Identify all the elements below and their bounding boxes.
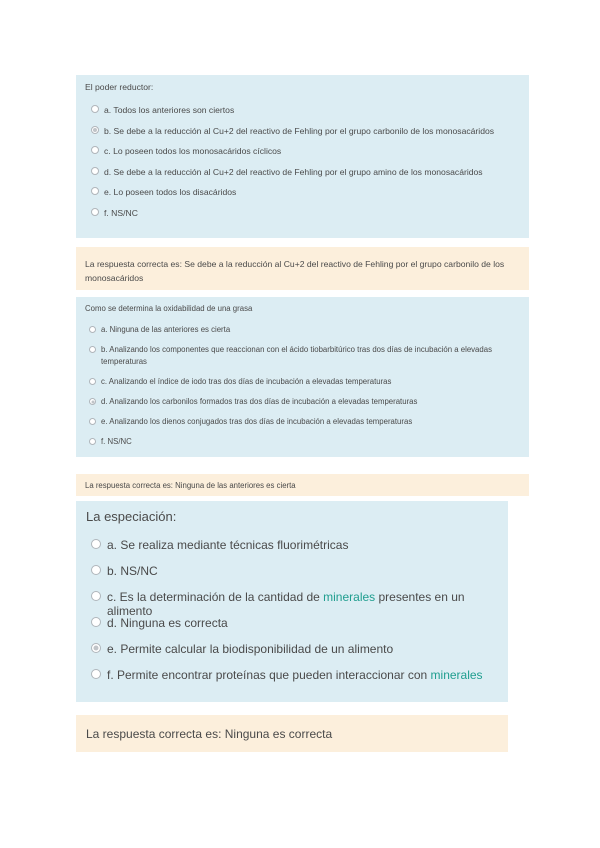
q2-option-f[interactable] xyxy=(85,436,529,448)
radio-button[interactable] xyxy=(91,565,101,575)
option-label: d. Se debe a la reducción al Cu+2 del reactivo de Fehling por el grupo amino de los monosacáridos xyxy=(104,166,483,177)
radio-button[interactable] xyxy=(89,438,96,445)
option-text: f. Permite encontrar proteínas que pueden interaccionar con xyxy=(107,668,431,682)
option-label: c. Lo poseen todos los monosacáridos cíclicos xyxy=(104,146,282,156)
q2-option-a[interactable] xyxy=(85,324,529,336)
option-label: b. NS/NC xyxy=(107,564,158,578)
question-2-feedback xyxy=(76,474,529,496)
radio-button[interactable] xyxy=(91,208,99,216)
option-label: f. NS/NC xyxy=(101,437,132,446)
option-label: e. Lo poseen todos los disacáridos xyxy=(104,187,237,197)
option-label: a. Se realiza mediante técnicas fluorimétricas xyxy=(107,538,349,552)
q3-option-f[interactable] xyxy=(86,668,508,694)
radio-button[interactable] xyxy=(89,326,96,333)
option-text: c. Es la determinación de la cantidad de xyxy=(107,590,324,604)
question-1-panel xyxy=(76,75,529,238)
option-label: e. Permite calcular la biodisponibilidad de un alimento xyxy=(107,642,394,656)
option-label: d. Ninguna es correcta xyxy=(107,616,228,630)
q1-option-a[interactable] xyxy=(85,105,529,126)
feedback-text: La respuesta correcta es: Ninguna de las anteriores es cierta xyxy=(85,481,296,490)
q3-option-d[interactable] xyxy=(86,616,508,642)
radio-button-selected[interactable] xyxy=(91,126,99,134)
radio-button[interactable] xyxy=(91,669,101,679)
radio-button[interactable] xyxy=(89,346,96,353)
q3-option-a[interactable] xyxy=(86,538,508,564)
option-label: b. Se debe a la reducción al Cu+2 del reactivo de Fehling por el grupo carbonilo de los monosacáridos xyxy=(104,125,495,136)
question-2-panel xyxy=(76,297,529,457)
radio-button[interactable] xyxy=(91,591,101,601)
radio-button[interactable] xyxy=(91,539,101,549)
option-label: c. Analizando el índice de iodo tras dos días de incubación a elevadas temperaturas xyxy=(101,377,392,386)
q3-option-c[interactable] xyxy=(86,590,508,616)
q2-option-c[interactable] xyxy=(85,376,529,388)
q1-option-d[interactable] xyxy=(85,167,529,188)
option-label: f. NS/NC xyxy=(104,207,138,218)
q1-option-f[interactable] xyxy=(85,208,529,229)
radio-button[interactable] xyxy=(89,378,96,385)
feedback-text: La respuesta correcta es: Se debe a la reducción al Cu+2 del reactivo de Fehling por el grupo carbonilo de los monosacáridos xyxy=(85,259,505,283)
feedback-text: La respuesta correcta es: Ninguna es correcta xyxy=(86,727,333,741)
option-label: a. Ninguna de las anteriores es cierta xyxy=(101,325,231,334)
question-2-text: Como se determina la oxidabilidad de una grasa xyxy=(85,304,253,313)
q2-option-b[interactable] xyxy=(85,344,529,368)
radio-button[interactable] xyxy=(89,418,96,425)
question-3-panel xyxy=(76,501,508,702)
q2-option-e[interactable] xyxy=(85,416,529,428)
q3-option-b[interactable] xyxy=(86,564,508,590)
q1-option-b[interactable] xyxy=(85,126,529,147)
option-label: e. Analizando los dienos conjugados tras dos días de incubación a elevadas temperaturas xyxy=(101,417,413,426)
q3-option-e[interactable] xyxy=(86,642,508,668)
option-label: a. Todos los anteriores son ciertos xyxy=(104,105,235,115)
radio-button-selected[interactable] xyxy=(91,643,101,653)
highlighted-term: minerales xyxy=(430,668,483,682)
question-3-feedback xyxy=(76,715,508,752)
radio-button[interactable] xyxy=(91,146,99,154)
option-label xyxy=(107,590,508,618)
question-1-text: El poder reductor: xyxy=(85,82,154,92)
option-label: b. Analizando los componentes que reaccionan con el ácido tiobarbitúrico tras dos días de incubación a elevadas temperaturas xyxy=(101,345,492,366)
question-1-feedback xyxy=(76,247,529,290)
question-3-text: La especiación: xyxy=(86,509,177,524)
highlighted-term: minerales xyxy=(323,590,376,604)
radio-button[interactable] xyxy=(91,187,99,195)
radio-button[interactable] xyxy=(91,105,99,113)
radio-button-selected[interactable] xyxy=(89,398,96,405)
q1-option-c[interactable] xyxy=(85,146,529,167)
q1-option-e[interactable] xyxy=(85,187,529,208)
option-text: presentes en un alimento xyxy=(107,590,465,618)
option-label xyxy=(107,668,483,682)
radio-button[interactable] xyxy=(91,617,101,627)
radio-button[interactable] xyxy=(91,167,99,175)
option-label: d. Analizando los carbonilos formados tras dos días de incubación a elevadas temperaturas xyxy=(101,397,418,406)
q2-option-d[interactable] xyxy=(85,396,529,408)
